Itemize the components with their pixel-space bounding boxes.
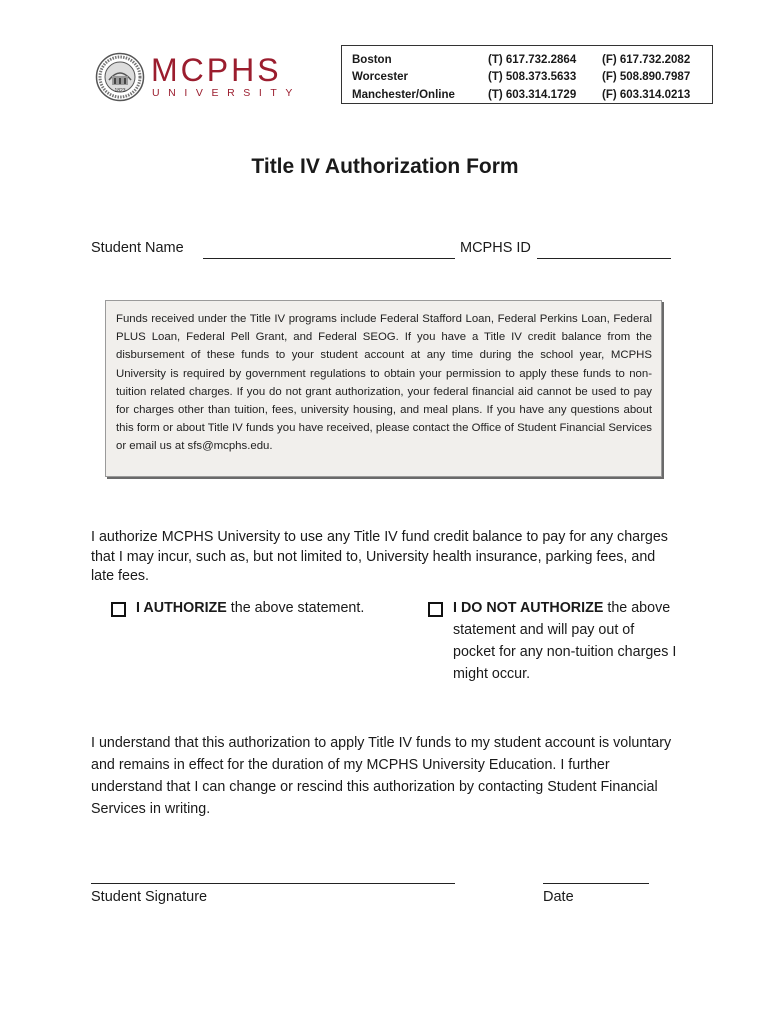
authorize-option-rest: the above statement. bbox=[226, 600, 365, 616]
not-authorize-option-bold: I DO NOT AUTHORIZE bbox=[453, 600, 604, 616]
authorize-option-bold: I AUTHORIZE bbox=[136, 600, 227, 616]
contact-phone: (T) 603.314.1729 bbox=[488, 89, 577, 101]
date-field[interactable] bbox=[543, 882, 649, 884]
contact-info-box bbox=[341, 45, 713, 104]
contact-city: Worcester bbox=[352, 71, 409, 83]
student-name-label: Student Name bbox=[91, 240, 184, 256]
authorize-paragraph: I authorize MCPHS University to use any Title IV fund credit balance to pay for any charges that I may incur, such as, but not limited to, University health insurance, parking fees, and late fees. bbox=[91, 529, 668, 584]
contact-city: Boston bbox=[352, 54, 392, 66]
university-seal-icon bbox=[95, 52, 145, 102]
form-title: Title IV Authorization Form bbox=[251, 155, 519, 178]
contact-fax: (F) 508.890.7987 bbox=[602, 71, 691, 83]
student-id-field[interactable] bbox=[537, 257, 671, 259]
contact-fax: (F) 603.314.0213 bbox=[602, 89, 691, 101]
student-id-label: MCPHS ID bbox=[460, 240, 531, 256]
svg-text:1823: 1823 bbox=[114, 88, 126, 94]
contact-phone: (T) 617.732.2864 bbox=[488, 54, 577, 66]
title-iv-info-box bbox=[105, 300, 662, 477]
not-authorize-option-text bbox=[453, 597, 679, 685]
signature-field[interactable] bbox=[91, 882, 455, 884]
student-name-field[interactable] bbox=[203, 257, 455, 259]
date-label: Date bbox=[543, 889, 574, 905]
contact-phone: (T) 508.373.5633 bbox=[488, 71, 577, 83]
contact-city: Manchester/Online bbox=[352, 89, 455, 101]
logo-subtitle: UNIVERSITY bbox=[152, 87, 302, 99]
signature-label: Student Signature bbox=[91, 889, 208, 905]
understand-paragraph: I understand that this authorization to apply Title IV funds to my student account is voluntary and remains in effect for the duration of my MCPHS University Education. I further understand that I can change or rescind this authorization by contacting Student Financial Services in writing. bbox=[91, 735, 672, 817]
authorize-checkbox[interactable] bbox=[111, 602, 126, 617]
not-authorize-option-rest: the above statement and will pay out of pocket for any non-tuition charges I might occur. bbox=[453, 600, 677, 682]
not-authorize-checkbox[interactable] bbox=[428, 602, 443, 617]
logo-wordmark: MCPHS bbox=[151, 52, 282, 88]
info-text: Funds received under the Title IV programs include Federal Stafford Loan, Federal Perkins Loan, Federal PLUS Loan, Federal Pell Grant, and Federal SEOG. If you have a Title IV credit balance from the disbursement of these funds to your student account at any time during the school year, MCPHS University is required by government regulations to obtain your permission to apply these funds to non-tuition related charges. If you do not grant authorization, your federal financial aid cannot be used to pay for charges other than tuition, fees, university housing, and meal plans. If you have any questions about this form or about Title IV funds you have received, please contact the Office of Student Financial Services or email us at sfs@mcphs.edu. bbox=[116, 313, 652, 453]
contact-fax: (F) 617.732.2082 bbox=[602, 54, 691, 66]
authorize-option-text bbox=[136, 597, 406, 619]
